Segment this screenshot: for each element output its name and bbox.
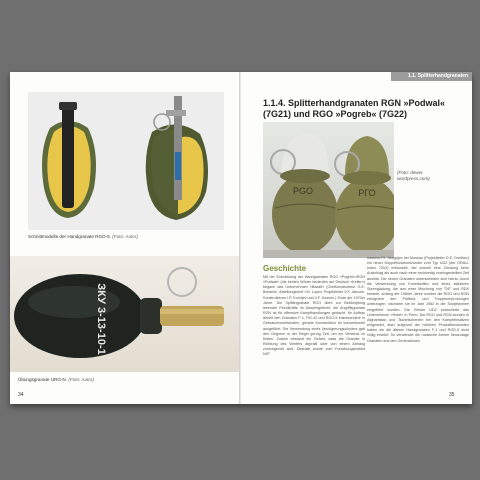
body-column-2: namens P.I. Snegirjev bei Moskau (Projektleiter D.E. Dmitriev) ein neuer Doppelfunktionszünder vom Typ UDZ (der GRAU-Index 7Zh2) entwickelt, der sowohl eine Zündung beim Aufschlag als auch nach einer rechtzeitig voreingestellten Zeit auslöst. Die neuen Granaten unterscheiden sich hierzu durch die Verwendung von Kunststoffen und eines stärkeren Sprengladung, die aus einer Mischung von TNT und RDX besteht. Anfang der 1980er Jahre wurden die RGO und RGN erfolgreich den Prüffeld- und Truppenerprobungen unterzogen, nachdem sie im Jahr 1982 in der Sowjetarmee eingeführt wurden. Die Zünder UDZ produzierte das Unternehmen »Hotel« in Perm. Die RGO und RGN wurden in Afghanistan und Tschetschenien bei den Kampfeinsätzen eingesetzt, aber aufgrund der höheren Produktionskosten haben sie die älteren Handgranaten F-1 und RGD-5 nicht völlig ersetzt. So verwendet die russische Armee heutzutage Granaten aus den Generationen <box>367 256 469 343</box>
photo-credit <box>397 170 437 182</box>
training-grenade-photo <box>10 256 239 372</box>
grenade-marking-2: РГО <box>358 188 376 198</box>
rgo-rgn-photo <box>263 122 394 258</box>
grenade-marking: ЗКУ 3-13-10-1 <box>95 283 107 355</box>
caption-credit: (Foto: Autor) <box>68 377 94 382</box>
grenade-marking-1: PGO <box>292 186 314 196</box>
caption-text: Übungsgranate URG-N. <box>18 377 68 382</box>
caption-text: Schnittmodelle der Handgranate RGO-5. <box>28 234 111 239</box>
section-header-label: 1.1. Splitterhandgranaten <box>407 73 468 79</box>
page-number-left: 34 <box>18 392 24 398</box>
cutaway-grenades-photo <box>28 92 224 230</box>
open-book <box>10 72 472 404</box>
photo-credit-text: (Foto: dewer, wordpress.com) <box>397 170 430 181</box>
rgo-rgn-illustration <box>263 122 394 258</box>
training-grenade-illustration <box>10 256 239 372</box>
section-subheading: Geschichte <box>263 264 307 273</box>
cutaway-grenades-illustration <box>28 92 224 230</box>
bottom-photo-caption <box>18 377 94 382</box>
section-header-bar <box>391 72 472 81</box>
top-photo-caption <box>28 234 138 239</box>
caption-credit: (Foto: Autor) <box>112 234 138 239</box>
page-number-right: 35 <box>449 392 455 398</box>
body-column-1: Mit der Entwicklung der Handgranaten RGO »Pogreb«/RGN »Podwal« (die beiden Wörter bedeuten auf Deutsch »Keller«) begann das Unternehmen »Bazalt« (Chefkonstrukteur G.E. Belokhin, Abteilungschef I.M. Lupov, Projektleiter V.F. Jakuzin, Konstrukteure I.P. Kornljev und V.F. Kuzmin.) Ende der 1970er Jahre. Die Splittergranate RGO dient zur Bekämpfung lebender Feindkräfte im Abwehrgefecht, die Angriffsgranate RGN ist für offensive Kampfhandlungen gedacht. Ihr Aufbau ähnelt den Granaten F-1, RG-42 und RGO-5 insbesondere in Gebrauchsmerkmalen, gerade Konstruktion ist konventionell ausgeführt. Die Verwendung eines Verzögerungszünders gab den Gegnern in der Regel genug Zeit, um ein Versteck zu finden. Zudem bestand ein Gefahr, dass die Granate in Richtung des Werfers abprallt oder von einem Abhang zurückgerollt wird. Deshalb wurde vom Forschungsinstitut NIIT <box>263 275 365 357</box>
right-page <box>241 72 472 404</box>
left-page <box>10 72 239 404</box>
section-title: 1.1.4. Splitterhandgranaten RGN »Podwal« (7G21) und RGO »Pogreb« (7G22) <box>263 98 446 119</box>
